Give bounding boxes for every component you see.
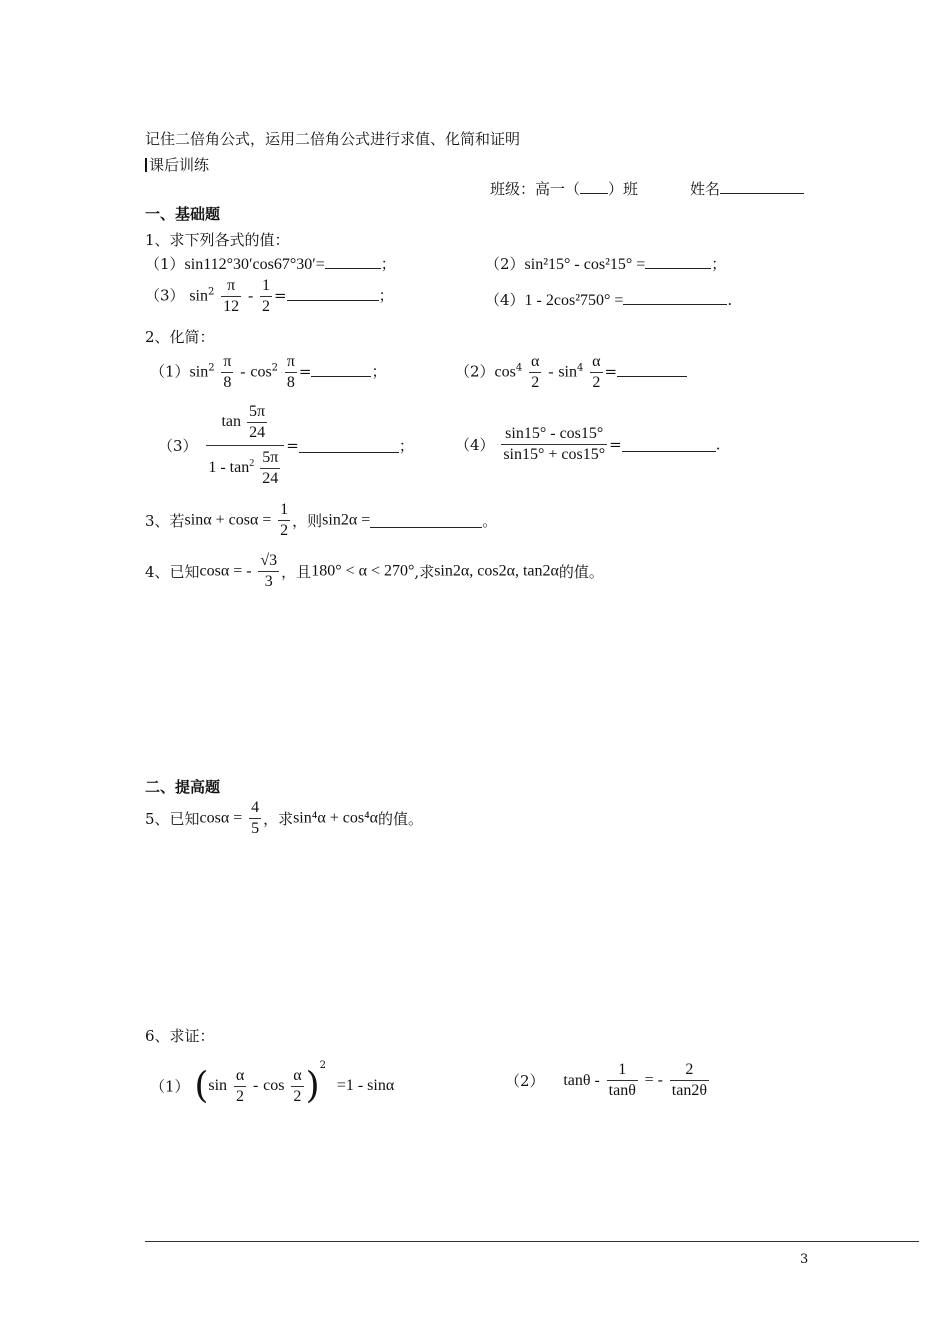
q5-line: 5、已知cosα = $\frac{4}{5}$ ，求sin⁴α + cos⁴α的值。: [145, 799, 424, 837]
q2-p1-blank[interactable]: [311, 362, 371, 377]
equals: =: [274, 286, 287, 305]
fraction-tan-ratio: tan $\frac{5\pi}{24}$ $1 - \tan^2$ $\frac{5\pi}{24}$: [206, 402, 284, 489]
fraction-sin-cos-ratio: $\frac{\sin 15^\circ - \cos 15^\circ}{\sin 15^\circ + \cos 15^\circ}$: [503, 425, 606, 463]
q1-p3-sin: sin: [189, 287, 208, 305]
q6-title: 6、求证：: [145, 1027, 215, 1045]
q1-p4-blank[interactable]: [623, 290, 727, 305]
objective-text: 记住二倍角公式，运用二倍角公式进行求值、化简和证明: [145, 130, 521, 148]
semicolon: ；: [711, 255, 727, 273]
section1-title: 一、基础题: [145, 205, 221, 223]
fraction-a-2-q6: $\frac{\alpha}{2}$: [235, 1066, 245, 1105]
left-paren: (: [194, 1065, 209, 1107]
fraction-sqrt3-3: $\frac{√3}{3}$: [260, 552, 278, 590]
q1-p2-blank[interactable]: [645, 254, 711, 269]
period: .: [727, 291, 733, 309]
fraction-5pi-24b: $\frac{5\pi}{24}$: [262, 449, 279, 487]
q1-p1-blank[interactable]: [325, 254, 381, 269]
q2-part4: （4） $\frac{\sin 15^\circ - \cos 15^\circ}{\sin 15^\circ + \cos 15^\circ}$ = .: [455, 425, 721, 463]
class-label: 班级：高一（: [490, 180, 581, 198]
q1-p3-label: （3）: [145, 286, 185, 305]
q6-part2: （2） tanθ - $\frac{1}{\tan\theta}$ = - $\frac{2}{\tan 2\theta}$: [505, 1061, 708, 1099]
q2-title: 2、化简：: [145, 328, 215, 346]
q2-part1: $(1)\sin^2$ $\frac{\pi}{8}$ - $\cos^2$ $\frac{\pi}{8}$ = ；: [150, 353, 387, 391]
q1-part1: [145, 253, 396, 274]
semicolon: ；: [378, 286, 394, 305]
fraction-1-tan: $\frac{1}{\tan\theta}$: [608, 1061, 636, 1099]
page-number: 3: [800, 1252, 809, 1267]
q1-p2-label: （2）: [485, 255, 525, 273]
fraction-4-5: $\frac{4}{5}$: [251, 799, 260, 837]
section2-title: 二、提高题: [145, 778, 221, 796]
fraction-pi-8b: $\frac{\pi}{8}$: [286, 353, 295, 391]
after-class-title: [145, 154, 209, 175]
q2-p4-blank[interactable]: [622, 437, 716, 452]
q2-p1-label: （1）: [150, 362, 190, 381]
footer-divider: [145, 1241, 919, 1242]
q3-line: 3、若sinα + cosα = $\frac{1}{2}$ ，则sin2α = 。: [145, 501, 498, 539]
class-close: ）班: [608, 180, 639, 198]
q3-blank[interactable]: [370, 513, 482, 528]
fraction-a-2: $\frac{\alpha}{2}$: [531, 353, 540, 391]
q1-p2-expr: sin²15° - cos²15° =: [524, 256, 646, 273]
fraction-a-2-q6b: $\frac{\alpha}{2}$: [293, 1066, 302, 1105]
q2-part3: （3） tan $\frac{5\pi}{24}$ $1 - \tan^2$ $\frac{5\pi}{24}$ = ；: [158, 403, 414, 487]
q2-p3-blank[interactable]: [299, 438, 399, 453]
right-paren: ): [305, 1065, 320, 1107]
q2-part2: $(2)\cos^4$ $\frac{\alpha}{2}$ - $\sin^4$ $\frac{\alpha}{2}$ =: [455, 352, 687, 393]
fraction-pi-8: $\frac{\pi}{8}$: [223, 353, 232, 391]
class-field: [490, 178, 638, 199]
q2-p2-label: （2）: [455, 362, 495, 381]
q1-part2: [485, 253, 726, 274]
fraction-pi-12: $\frac{\pi}{12}$: [223, 277, 240, 315]
q1-p4-label: （4）: [485, 291, 525, 309]
q2-p2-blank[interactable]: [617, 362, 687, 377]
q1-part3: [145, 276, 394, 317]
fraction-1-2-q3: $\frac{1}{2}$: [280, 501, 289, 539]
q1-p1-label: （1）: [145, 255, 185, 273]
q6-part1: （1） (sin $\frac{\alpha}{2}$ - cos $\frac{\alpha}{2}$ )$^2$ =1 - sinα: [150, 1060, 395, 1107]
after-class-label: 课后训练: [149, 156, 210, 174]
fraction-5pi-24: $\frac{5\pi}{24}$: [249, 403, 266, 441]
semicolon: ；: [380, 255, 396, 273]
name-field: [690, 178, 804, 199]
minus-sign: -: [247, 287, 254, 305]
q1-title: 1、求下列各式的值：: [145, 231, 290, 249]
q1-part4: [485, 289, 732, 310]
q1-p4-expr: 1 - 2cos²750° =: [524, 292, 624, 309]
name-label: 姓名: [690, 180, 721, 198]
q4-line: 4、已知cosα = - $\frac{√3}{3}$ ，且180° < α < 270°,求sin2α, cos2α, tan2α的值。: [145, 552, 604, 590]
fraction-a-2b: $\frac{\alpha}{2}$: [592, 353, 601, 391]
name-blank[interactable]: [720, 179, 804, 194]
text-cursor-mark: [145, 158, 147, 172]
q2-p4-label: （4）: [455, 436, 495, 454]
fraction-1-2: $\frac{1}{2}$: [262, 277, 271, 315]
q1-p3-sq: 2: [208, 286, 215, 298]
q2-p3-label: （3）: [158, 437, 198, 455]
q1-p1-expr: sin112°30′cos67°30′=: [184, 256, 325, 273]
fraction-2-tan2: $\frac{2}{\tan 2\theta}$: [671, 1061, 708, 1099]
q1-p3-blank[interactable]: [287, 286, 379, 301]
class-blank[interactable]: [580, 179, 608, 194]
